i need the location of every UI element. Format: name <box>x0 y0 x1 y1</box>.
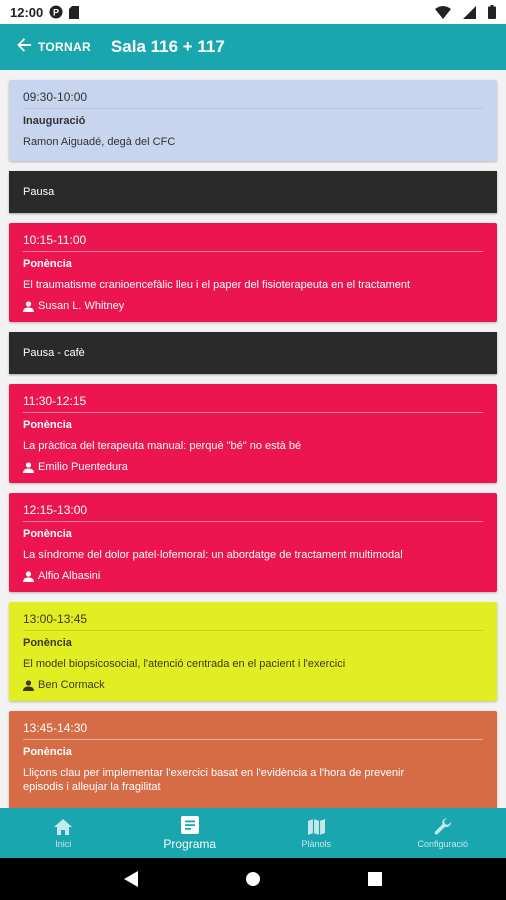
system-navigation-bar <box>0 858 506 900</box>
session-title-line: episodis i alleujar la fragilitat <box>23 781 161 793</box>
page-title: Sala 116 + 117 <box>110 37 225 56</box>
nav-inici-label: Inici <box>55 839 72 849</box>
battery-icon <box>488 5 496 19</box>
app-bar <box>0 24 506 70</box>
nav-programa-label: Programa <box>163 837 217 851</box>
session-type: Inauguració <box>23 115 86 127</box>
session-type: Ponència <box>23 746 72 758</box>
session-title: El traumatisme cranioencefàlic lleu i el paper del fisioterapeuta en el tractament <box>23 279 411 291</box>
session-speaker <box>23 300 483 312</box>
session-speaker <box>23 679 483 691</box>
session-speaker <box>23 461 483 473</box>
map-icon <box>308 817 325 837</box>
nav-configuracio[interactable] <box>380 808 506 858</box>
session-time: 11:30-12:15 <box>23 394 483 413</box>
session-title-line: Lliçons clau per implementar l'exercici basat en l'evidència a l'hora de prevenir <box>23 767 405 779</box>
nav-planols-label: Plànols <box>301 839 332 849</box>
list-icon <box>181 815 199 835</box>
speaker-name: Alfio Albasini <box>38 570 101 582</box>
home-circle-icon[interactable] <box>245 871 261 887</box>
session-list[interactable] <box>0 70 506 808</box>
session-title: La síndrome del dolor patel·lofemoral: un abordatge de tractament multimodal <box>23 549 403 561</box>
status-bar <box>0 0 506 24</box>
arrow-left-icon <box>16 37 32 58</box>
session-card[interactable] <box>9 384 497 483</box>
session-speaker <box>23 570 483 582</box>
bottom-navigation <box>0 808 506 858</box>
person-icon <box>23 680 34 691</box>
session-card[interactable] <box>9 493 497 592</box>
session-title: La pràctica del terapeuta manual: perquè "bé" no està bé <box>23 440 302 452</box>
wifi-icon <box>435 6 451 19</box>
session-time: 13:00-13:45 <box>23 612 483 631</box>
nav-programa[interactable] <box>127 808 254 858</box>
person-icon <box>23 301 34 312</box>
session-time: 09:30-10:00 <box>23 90 483 109</box>
back-triangle-icon[interactable] <box>124 871 138 887</box>
session-title <box>23 766 483 794</box>
session-type: Ponència <box>23 419 72 431</box>
nav-planols[interactable] <box>253 808 380 858</box>
home-icon <box>54 817 72 837</box>
session-card[interactable] <box>9 223 497 322</box>
session-type: Ponència <box>23 637 72 649</box>
session-card[interactable] <box>9 80 497 161</box>
session-time: 13:45-14:30 <box>23 721 483 740</box>
pause-block: Pausa <box>9 171 497 213</box>
speaker-name: Ben Cormack <box>38 679 105 691</box>
recents-square-icon[interactable] <box>368 872 382 886</box>
signal-icon <box>463 6 476 19</box>
speaker-name: Emilio Puentedura <box>38 461 128 473</box>
session-type: Ponència <box>23 258 72 270</box>
session-card[interactable] <box>9 602 497 701</box>
wrench-icon <box>434 817 452 837</box>
back-button-label: TORNAR <box>38 40 91 54</box>
status-time: 12:00 <box>10 4 44 20</box>
speaker-name: Susan L. Whitney <box>38 300 125 312</box>
svg-text:P: P <box>53 7 60 18</box>
person-icon <box>23 462 34 473</box>
session-type: Ponència <box>23 528 72 540</box>
session-title: Ramon Aiguadé, degà del CFC <box>23 136 176 148</box>
session-title: El model biopsicosocial, l'atenció centrada en el pacient i l'exercici <box>23 658 346 670</box>
nav-inici[interactable] <box>0 808 127 858</box>
nav-configuracio-label: Configuració <box>417 839 469 849</box>
pause-block: Pausa - cafè <box>9 332 497 374</box>
session-card[interactable] <box>9 711 497 808</box>
app-notification-icon <box>49 5 63 19</box>
back-button[interactable] <box>0 24 105 70</box>
session-time: 12:15-13:00 <box>23 503 483 522</box>
sd-card-icon <box>69 6 79 19</box>
person-icon <box>23 571 34 582</box>
session-time: 10:15-11:00 <box>23 233 483 252</box>
